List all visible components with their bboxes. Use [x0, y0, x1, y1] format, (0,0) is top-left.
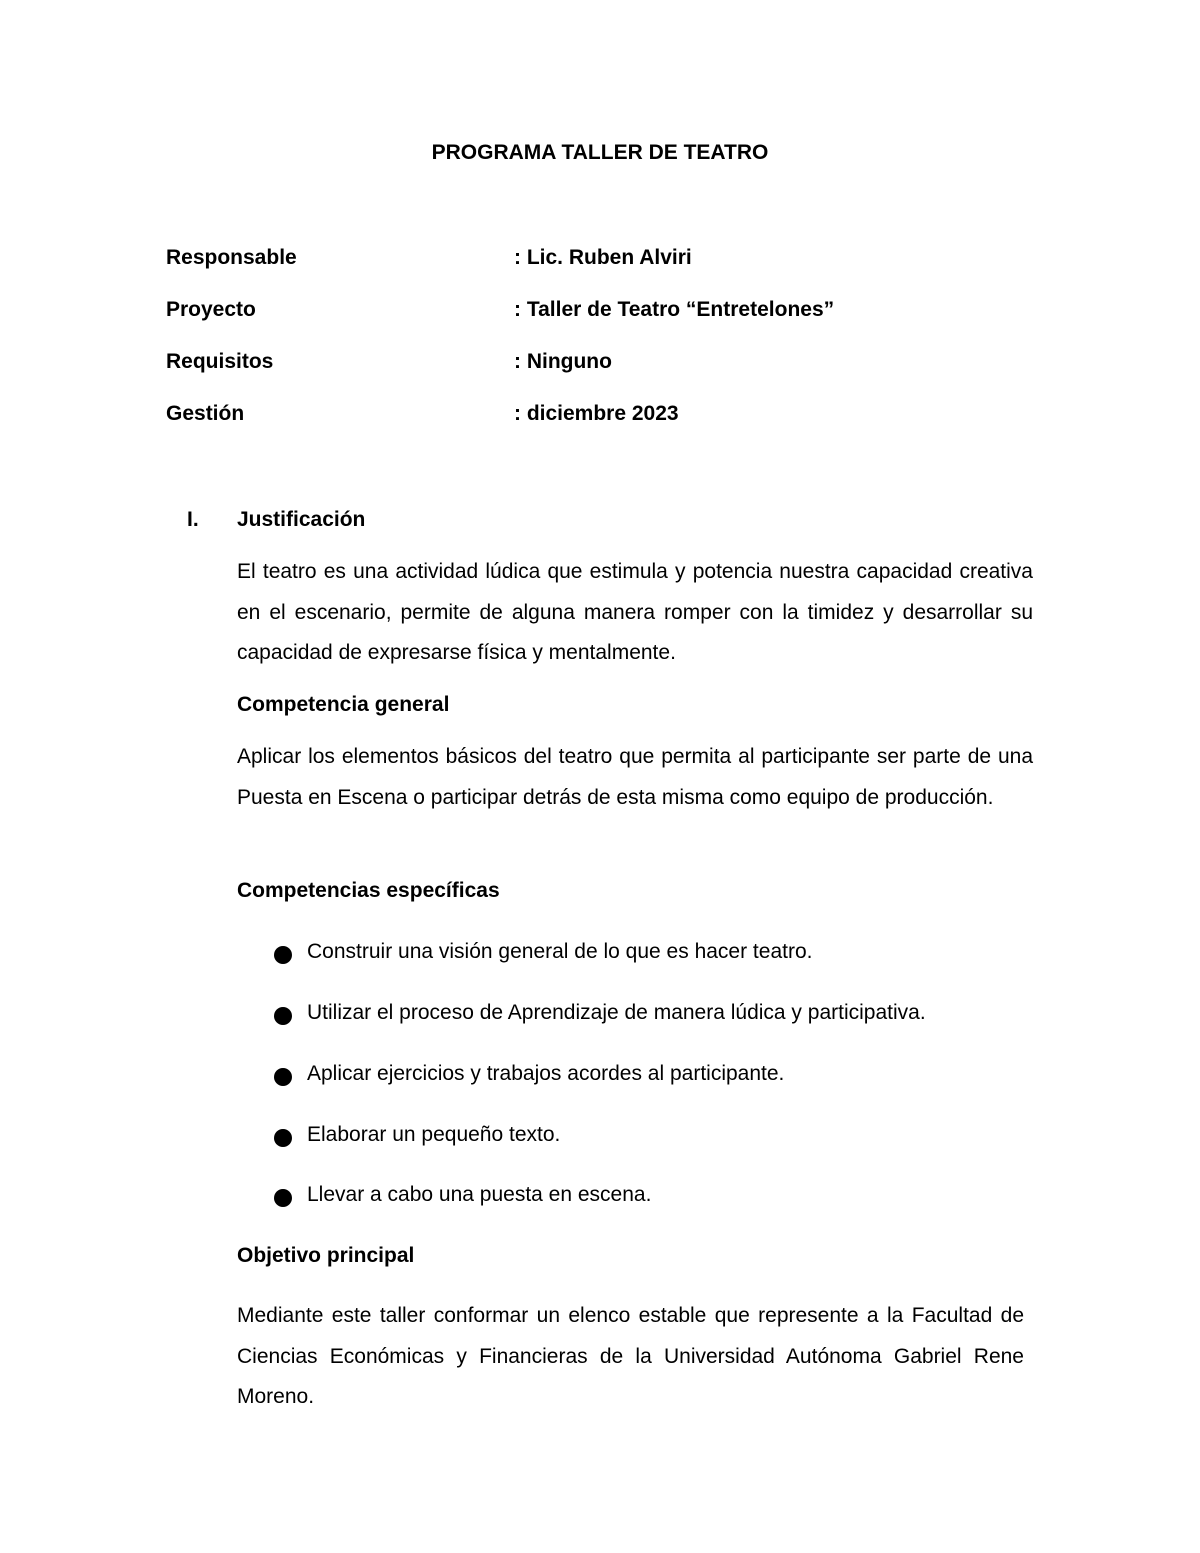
meta-value-requisitos: : Ninguno — [514, 350, 612, 373]
bullet-icon — [274, 1189, 292, 1207]
list-item-text: Utilizar el proceso de Aprendizaje de manera lúdica y participativa. — [307, 1001, 926, 1024]
section-number: I. — [187, 508, 199, 531]
section-title: Justificación — [237, 508, 366, 531]
list-item-text: Elaborar un pequeño texto. — [307, 1123, 561, 1146]
meta-value-responsable: : Lic. Ruben Alviri — [514, 246, 692, 269]
meta-label-proyecto: Proyecto — [166, 298, 256, 321]
list-item — [0, 1060, 1000, 1090]
bullet-icon — [274, 1129, 292, 1147]
list-item — [0, 1121, 1000, 1151]
list-item — [0, 1181, 1000, 1211]
bullet-icon — [274, 1007, 292, 1025]
main-objective-heading: Objetivo principal — [237, 1244, 415, 1267]
general-competence-paragraph: Aplicar los elementos básicos del teatro que permita al participante ser parte de una Puesta en Escena o participar detrás de esta misma como equipo de producción. — [237, 745, 1033, 809]
bullet-icon — [274, 946, 292, 964]
meta-label-responsable: Responsable — [166, 246, 297, 269]
general-competence-heading: Competencia general — [237, 693, 450, 716]
list-item — [0, 938, 1000, 968]
meta-value-gestion: : diciembre 2023 — [514, 402, 679, 425]
list-item-text: Llevar a cabo una puesta en escena. — [307, 1183, 652, 1206]
meta-label-requisitos: Requisitos — [166, 350, 274, 373]
specific-competences-heading: Competencias específicas — [237, 879, 500, 902]
bullet-icon — [274, 1068, 292, 1086]
meta-value-proyecto: : Taller de Teatro “Entretelones” — [514, 298, 835, 321]
list-item-text: Construir una visión general de lo que es hacer teatro. — [307, 940, 813, 963]
main-objective-paragraph: Mediante este taller conformar un elenco estable que represente a la Facultad de Ciencias Económicas y Financieras de la Universidad Autónoma Gabriel Rene Moreno. — [237, 1304, 1024, 1408]
list-item — [0, 999, 1000, 1029]
meta-label-gestion: Gestión — [166, 402, 245, 425]
justification-paragraph: El teatro es una actividad lúdica que estimula y potencia nuestra capacidad creativa en el escenario, permite de alguna manera romper con la timidez y desarrollar su capacidad de expresarse física y mentalmente. — [237, 560, 1033, 664]
list-item-text: Aplicar ejercicios y trabajos acordes al participante. — [307, 1062, 785, 1085]
document-title: PROGRAMA TALLER DE TEATRO — [431, 141, 769, 164]
